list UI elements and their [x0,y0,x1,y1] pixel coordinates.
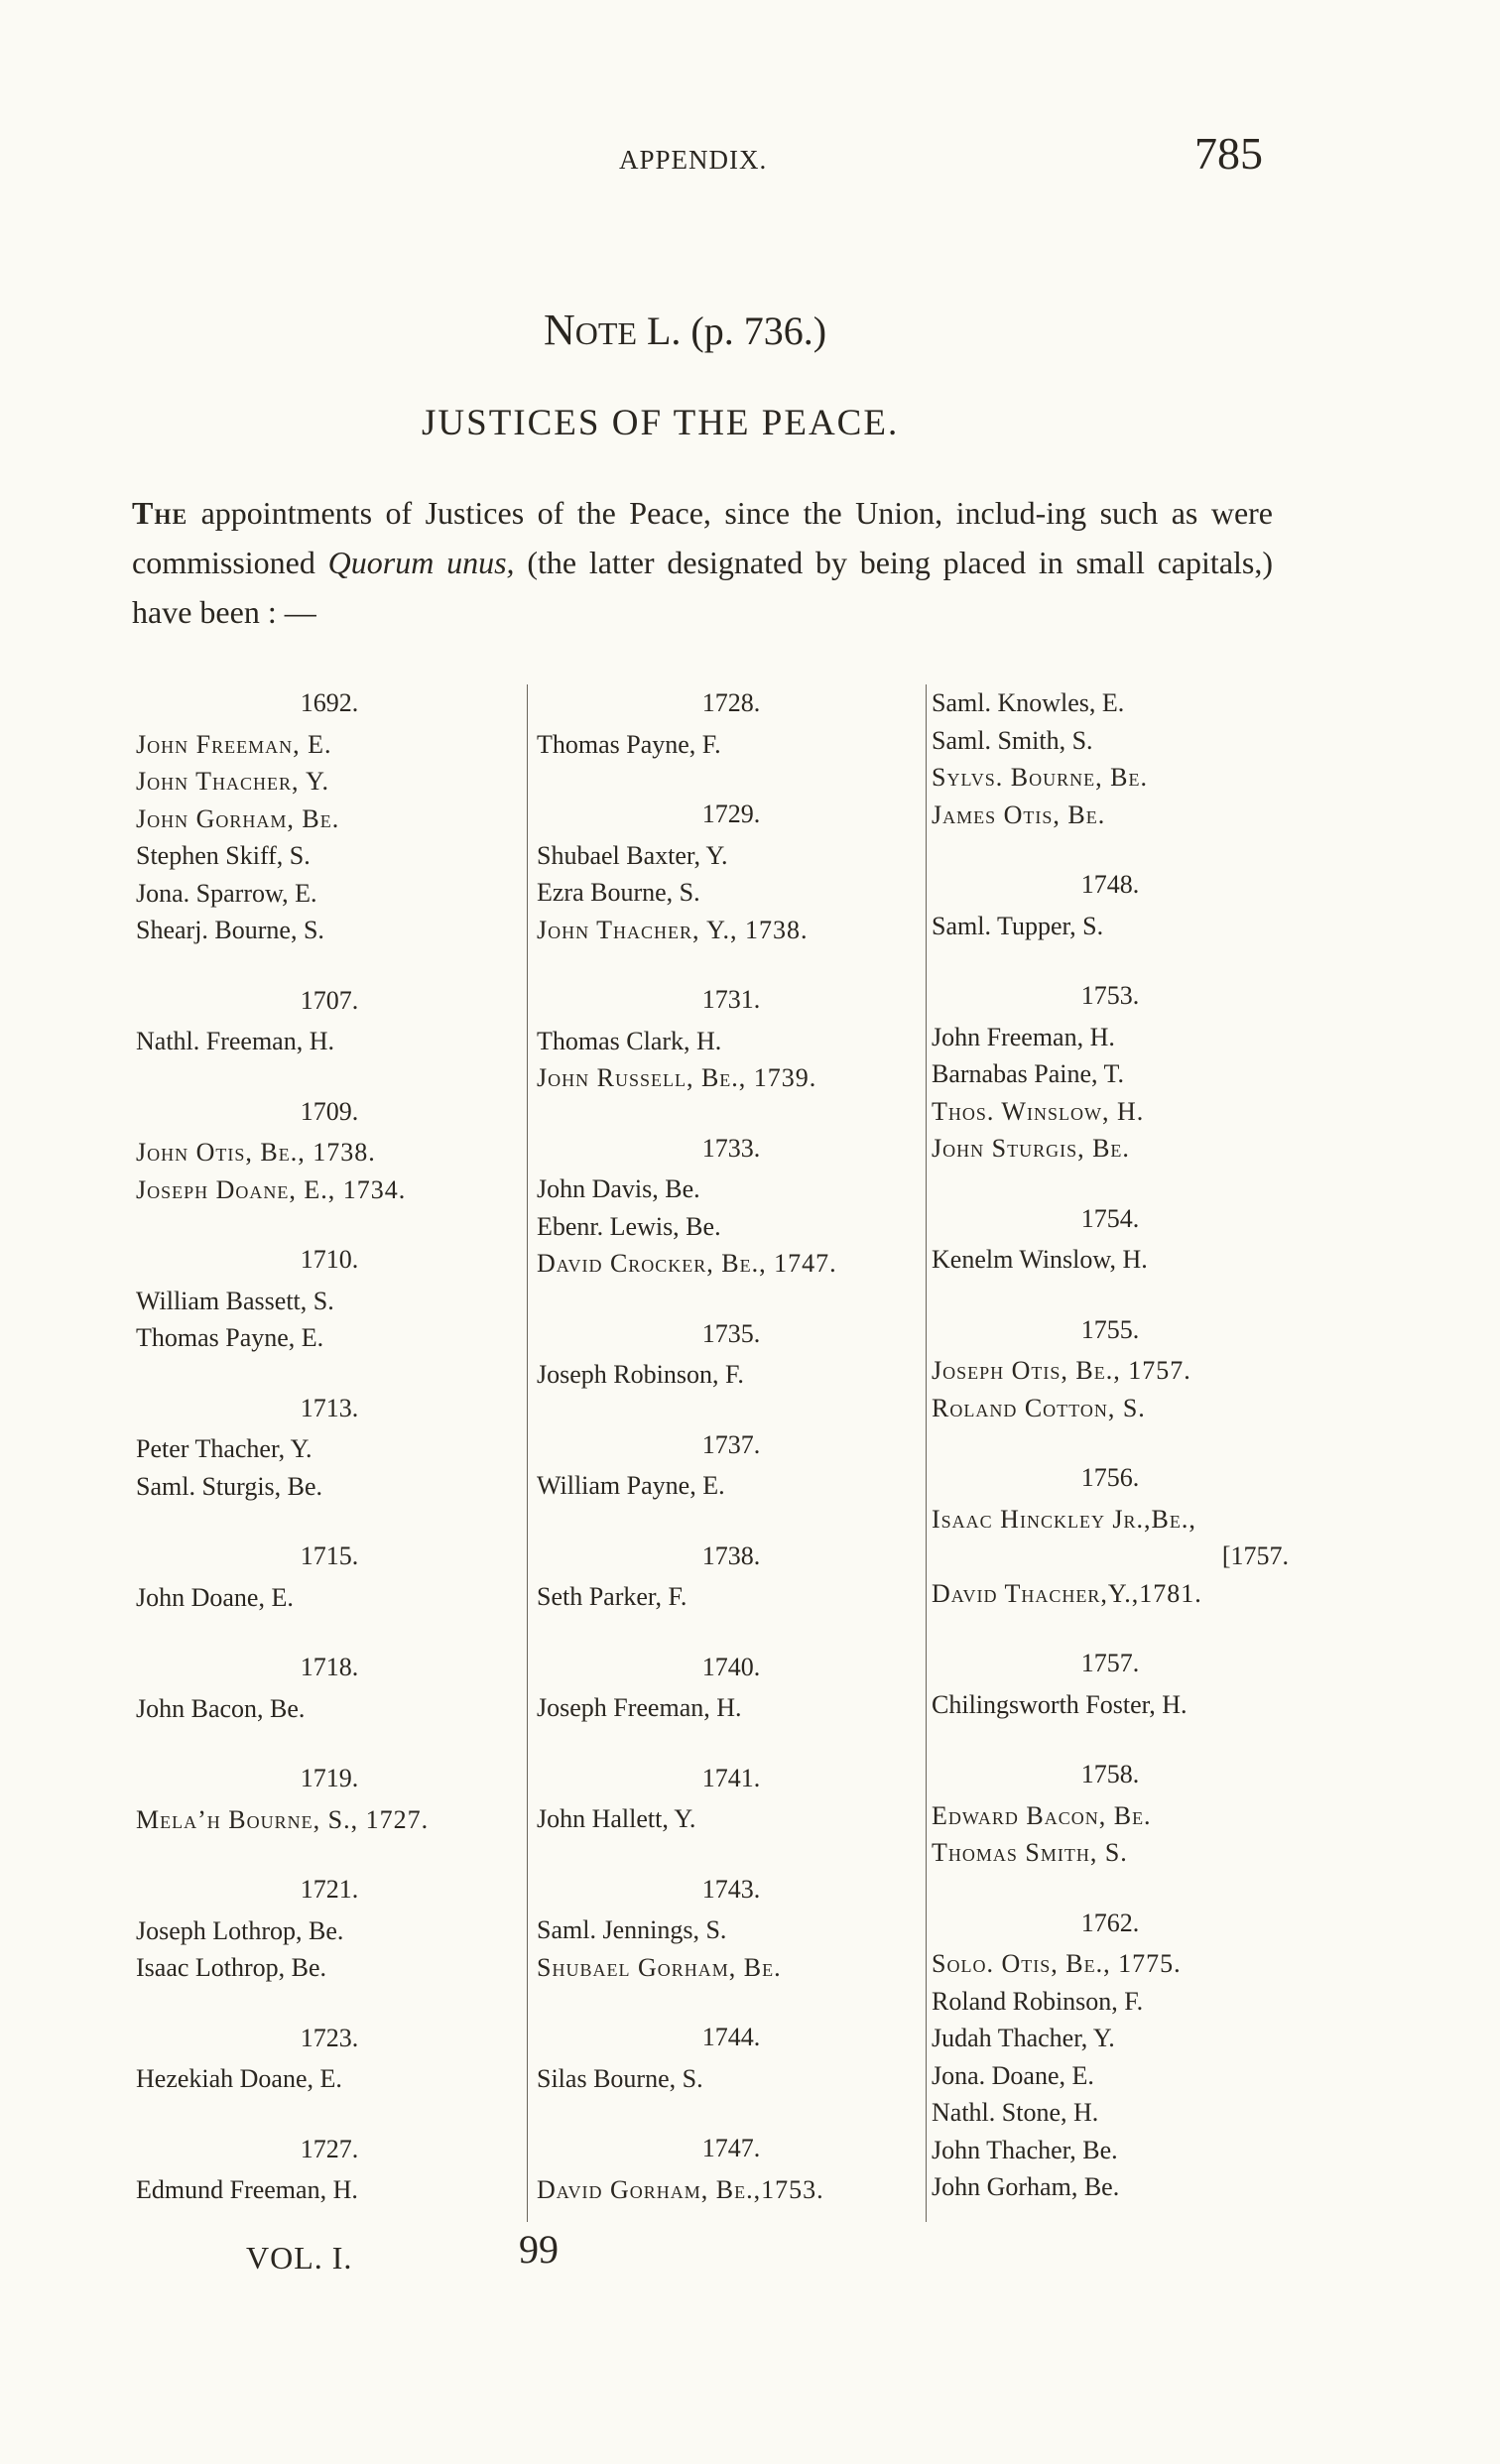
justice-entry: Saml. Jennings, S. [537,1915,727,1944]
column-divider-2 [926,684,927,2222]
year-heading: 1744. [701,2023,761,2051]
year-heading: 1753. [1080,981,1140,1010]
year-heading: 1709. [300,1096,359,1126]
year-heading: 1713. [300,1393,359,1422]
year-heading: 1715. [300,1541,359,1570]
justice-entry: Joseph Otis, Be., 1757. [932,1356,1191,1385]
year-heading: 1728. [701,688,761,717]
note-title-letter: L. [646,308,682,353]
justice-entry: Silas Bourne, S. [537,2063,703,2093]
justice-entry: Edmund Freeman, H. [136,2175,358,2204]
year-heading: 1762. [1080,1908,1140,1937]
note-title-rest: OTE [574,315,637,351]
year-heading: 1723. [300,2023,359,2052]
intro-italic-term: Quorum unus, [327,545,515,580]
justice-entry: Saml. Sturgis, Be. [136,1471,323,1501]
justice-entry: Thomas Smith, S. [932,1838,1128,1867]
justice-entry: Nathl. Stone, H. [932,2098,1099,2127]
year-heading: 1740. [701,1652,761,1681]
year-heading: 1727. [300,2134,359,2163]
justice-entry: Stephen Skiff, S. [136,841,311,870]
justice-entry: Judah Thacher, Y. [932,2024,1115,2052]
year-heading: 1738. [701,1540,761,1570]
justice-entry: David Crocker, Be., 1747. [537,1249,837,1278]
year-heading: 1743. [701,1874,761,1904]
justice-entry: William Bassett, S. [136,1286,334,1315]
justice-entry: Shearj. Bourne, S. [136,916,324,944]
justice-entry: Edward Bacon, Be. [932,1800,1152,1830]
justice-entry: Sylvs. Bourne, Be. [932,763,1148,792]
justice-entry: John Doane, E. [136,1582,294,1612]
section-title: JUSTICES OF THE PEACE. [422,403,900,443]
justice-entry: Roland Robinson, F. [932,1986,1144,2016]
justice-entry: Shubael Baxter, Y. [537,840,728,870]
justice-entry: Thos. Winslow, H. [932,1096,1145,1126]
justice-entry: David Thacher,Y.,1781. [932,1578,1202,1608]
justice-entry: Thomas Payne, E. [136,1323,324,1352]
justice-entry: John Freeman, H. [932,1022,1115,1051]
justice-entry: John Sturgis, Be. [932,1134,1130,1163]
justice-entry: Joseph Freeman, H. [537,1693,742,1722]
year-heading: 1737. [701,1429,761,1459]
justice-entry: William Payne, E. [537,1471,725,1500]
running-head: APPENDIX. [619,145,768,175]
justices-column-1 [136,684,523,2209]
page-number: 785 [1194,128,1263,179]
volume-label: VOL. I. [246,2240,353,2276]
justice-entry: James Otis, Be. [932,800,1106,829]
justice-entry: Roland Cotton, S. [932,1393,1146,1422]
justices-column-3 [932,684,1289,2206]
year-heading: 1718. [300,1653,359,1681]
year-heading: 1758. [1080,1760,1140,1788]
justice-entry: John Russell, Be., 1739. [537,1063,817,1092]
justice-entry: Saml. Tupper, S. [932,911,1104,940]
justice-entry: Saml. Smith, S. [932,725,1093,755]
justice-entry: John Gorham, Be. [136,803,340,833]
year-heading: 1719. [300,1764,359,1792]
justice-entry: John Thacher, Y., 1738. [537,915,809,944]
year-heading: 1692. [300,688,359,717]
justice-entry: John Gorham, Be. [932,2172,1120,2201]
justice-entry: Joseph Doane, E., 1734. [136,1174,407,1204]
justice-entry: Jona. Sparrow, E. [136,878,317,908]
justice-entry: Shubael Gorham, Be. [537,1952,782,1982]
justice-entry: John Otis, Be., 1738. [136,1138,376,1167]
justice-entry: John Hallett, Y. [537,1804,696,1833]
year-heading: 1721. [300,1875,359,1904]
justice-entry: Chilingsworth Foster, H. [932,1689,1188,1719]
justice-entry: Saml. Knowles, E. [932,688,1125,717]
year-heading: 1710. [300,1245,359,1274]
year-heading: 1757. [1080,1649,1140,1677]
year-heading: 1748. [1080,870,1140,899]
justice-entry: John Freeman, E. [136,729,332,759]
signature-mark: 99 [519,2227,559,2272]
justices-column-2 [537,684,926,2208]
justice-entry: Barnabas Paine, T. [932,1059,1124,1088]
column-divider-1 [527,684,528,2222]
justice-entry: Thomas Payne, F. [537,729,721,759]
intro-text-part-1: appointments of Justices of the Peace, since the Union, includ-ing such as were commissioned [132,495,1273,580]
justice-entry: Thomas Clark, H. [537,1026,722,1055]
justice-entry: Ebenr. Lewis, Be. [537,1211,721,1241]
justice-entry: [1757. [1221,1541,1289,1570]
note-title [544,305,826,355]
justice-entry: David Gorham, Be.,1753. [537,2174,824,2204]
justice-entry: Nathl. Freeman, H. [136,1027,335,1055]
justice-entry: Jona. Doane, E. [932,2060,1094,2090]
justice-entry: Kenelm Winslow, H. [932,1245,1148,1274]
justice-entry: Joseph Lothrop, Be. [136,1915,344,1945]
justice-entry: John Thacher, Y. [136,767,329,796]
justice-entry: Isaac Hinckley Jr.,Be., [932,1504,1196,1534]
justice-entry: Hezekiah Doane, E. [136,2064,342,2093]
year-heading: 1756. [1080,1463,1140,1492]
intro-text-part-2: (the latter designated by being placed in small capitals,) have been : — [132,545,1274,630]
year-heading: 1755. [1080,1314,1140,1344]
note-title-reference: (p. 736.) [690,308,827,353]
year-heading: 1754. [1080,1203,1140,1233]
justice-entry: John Thacher, Be. [932,2135,1118,2164]
year-heading: 1707. [300,985,359,1015]
justice-entry: John Bacon, Be. [136,1693,306,1723]
year-heading: 1733. [701,1133,761,1163]
justice-entry: Peter Thacher, Y. [136,1434,312,1463]
year-heading: 1735. [701,1318,761,1348]
year-heading: 1747. [701,2134,761,2162]
year-heading: 1731. [701,985,761,1014]
year-heading: 1741. [701,1763,761,1792]
justice-entry: Isaac Lothrop, Be. [136,1953,327,1982]
justice-entry: Mela’h Bourne, S., 1727. [136,1804,430,1834]
year-heading: 1729. [701,800,761,828]
intro-lead-word: The [132,495,188,531]
justice-entry: Joseph Robinson, F. [537,1360,744,1389]
justice-entry: Solo. Otis, Be., 1775. [932,1949,1182,1978]
justice-entry: Ezra Bourne, S. [537,878,700,907]
note-title-initial: N [544,306,575,354]
justice-entry: John Davis, Be. [537,1174,700,1203]
intro-paragraph [132,488,1273,637]
justice-entry: Seth Parker, F. [537,1582,688,1611]
